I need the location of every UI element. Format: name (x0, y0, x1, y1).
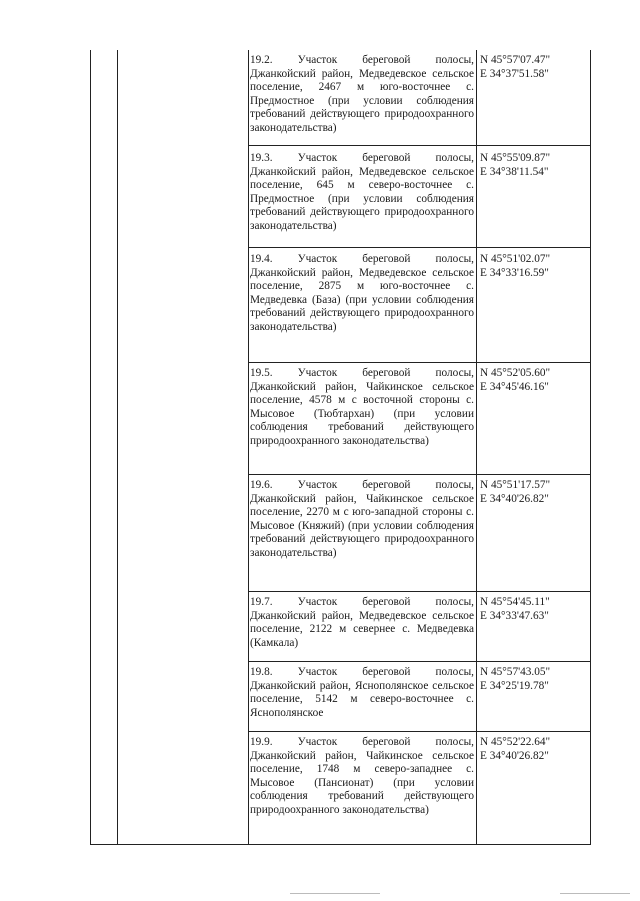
table-cell-description: 19.4. Участок береговой полосы, Джанкойский район, Медведевское сельское поселение, 2875 м юго-восточнее с. Медведевка (База) (при условии соблюдения требований действующего природоохранного законодательства) (250, 253, 474, 333)
table-cell-description: 19.6. Участок береговой полосы, Джанкойский район, Чайкинское сельское поселение, 2270 м с юго-западной стороны с. Мысовое (Княжий) (при условии соблюдения требований действующего природоохранного законодательства) (250, 479, 474, 559)
table-cell-description: 19.5. Участок береговой полосы, Джанкойский район, Чайкинское сельское поселение, 4578 м с восточной стороны с. Мысовое (Тюбтархан) (при условии соблюдения требований действующего природоохранного законодательства) (250, 367, 474, 447)
row-separator (248, 591, 591, 592)
row-separator (248, 362, 591, 363)
row-separator (248, 661, 591, 662)
table-cell-coordinates: N 45°51'17.57" E 34°40'26.82" (480, 479, 551, 505)
table-left-border (90, 50, 91, 845)
table-cell-coordinates: N 45°52'05.60" E 34°45'46.16" (480, 367, 551, 393)
column-divider-3 (476, 50, 477, 845)
table-cell-description: 19.3. Участок береговой полосы, Джанкойский район, Медведевское сельское поселение, 645 м северо-восточнее с. Предмостное (при условии соблюдения требований действующего природоохранного законодательства) (250, 152, 474, 232)
row-separator (248, 474, 591, 475)
table-cell-coordinates: N 45°57'07.47" E 34°37'51.58" (480, 54, 551, 80)
scan-artifact-line (560, 893, 630, 894)
row-separator (248, 145, 591, 146)
table-cell-description: 19.2. Участок береговой полосы, Джанкойский район, Медведевское сельское поселение, 2467 м юго-восточнее с. Предмостное (при условии соблюдения требований действующего природоохранного законодательства) (250, 54, 474, 134)
row-separator (248, 247, 591, 248)
table-cell-coordinates: N 45°55'09.87" E 34°38'11.54" (480, 152, 551, 178)
column-divider-1 (117, 50, 118, 845)
table-cell-description: 19.7. Участок береговой полосы, Джанкойский район, Медведевское сельское поселение, 2122 м севернее с. Медведевка (Камкала) (250, 596, 474, 649)
table-cell-coordinates: N 45°52'22.64" E 34°40'26.82" (480, 736, 551, 762)
table-bottom-border (90, 844, 591, 845)
table-right-border (590, 50, 591, 845)
table-cell-coordinates: N 45°51'02.07" E 34°33'16.59" (480, 253, 551, 279)
row-separator (248, 731, 591, 732)
column-divider-2 (248, 50, 249, 845)
scan-artifact-line (290, 893, 380, 894)
table-cell-description: 19.8. Участок береговой полосы, Джанкойский район, Яснополянское сельское поселение, 5142 м северо-восточнее с. Яснополянское (250, 666, 474, 719)
table-cell-description: 19.9. Участок береговой полосы, Джанкойский район, Чайкинское сельское поселение, 1748 м северо-западнее с. Мысовое (Пансионат) (при условии соблюдения требований действующего природоохранного законодательства) (250, 736, 474, 816)
table-cell-coordinates: N 45°57'43.05" E 34°25'19.78" (480, 666, 551, 692)
table-cell-coordinates: N 45°54'45.11" E 34°33'47.63" (480, 596, 550, 622)
